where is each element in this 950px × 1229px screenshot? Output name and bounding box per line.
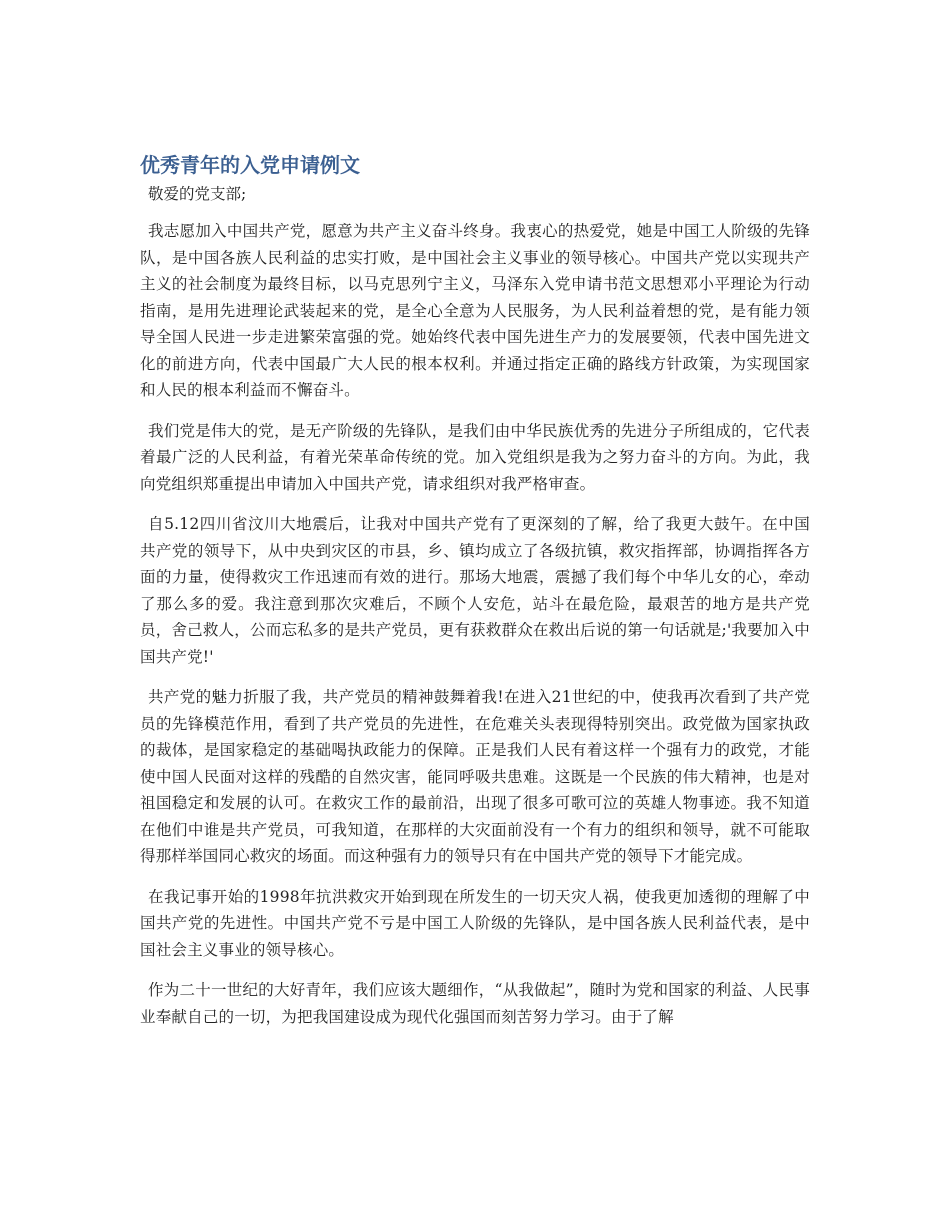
paragraph-4: 共产党的魅力折服了我，共产党员的精神鼓舞着我!在进入21世纪的中，使我再次看到了共产党员的先锋模范作用，看到了共产党员的先进性，在危难关头表现得特别突出。政党做为国家执政的裁体，是国家稳定的基础喝执政能力的保障。正是我们人民有着这样一个强有力的政党，才能使中国人民面对这样的残酷的自然灾害，能同呼吸共患难。这既是一个民族的伟大精神，也是对祖国稳定和发展的认可。在救灾工作的最前沿，出现了很多可歌可泣的英雄人物事迹。我不知道在他们中谁是共产党员，可我知道，在那样的大灾面前没有一个有力的组织和领导，就不可能取得那样举国同心救灾的场面。而这种强有力的领导只有在中国共产党的领导下才能完成。 <box>140 688 810 865</box>
page-title: 优秀青年的入党申请例文 <box>140 153 360 177</box>
paragraph-6: 作为二十一世纪的大好青年，我们应该大题细作，“从我做起”，随时为党和国家的利益、人民事业奉献自己的一切，为把我国建设成为现代化强国而刻苦努力学习。由于了解 <box>140 981 810 1026</box>
document-page <box>140 150 810 1044</box>
paragraph-5: 在我记事开始的1998年抗洪救灾开始到现在所发生的一切天灾人祸，使我更加透彻的理解了中国共产党的先进性。中国共产党不亏是中国工人阶级的先锋队，是中国各族人民利益代表，是中国社会主义事业的领导核心。 <box>140 887 810 959</box>
paragraph-1: 我志愿加入中国共产党，愿意为共产主义奋斗终身。我衷心的热爱党，她是中国工人阶级的先锋队，是中国各族人民利益的忠实打败，是中国社会主义事业的领导核心。中国共产党以实现共产主义的社会制度为最终目标，以马克思列宁主义，马泽东入党申请书范文思想邓小平理论为行动指南，是用先进理论武装起来的党，是全心全意为人民服务，为人民利益着想的党，是有能力领导全国人民进一步走进繁荣富强的党。她始终代表中国先进生产力的发展要领，代表中国先进文化的前进方向，代表中国最广大人民的根本权利。并通过指定正确的路线方针政策，为实现国家和人民的根本利益而不懈奋斗。 <box>140 222 810 399</box>
paragraph-3: 自5.12四川省汶川大地震后，让我对中国共产党有了更深刻的了解，给了我更大鼓午。在中国共产党的领导下，从中央到灾区的市县，乡、镇均成立了各级抗镇，救灾指挥部，协调指挥各方面的力量，使得救灾工作迅速而有效的进行。那场大地震，震撼了我们每个中华儿女的心，牵动了那么多的爱。我注意到那次灾难后，不顾个人安危，站斗在最危险，最艰苦的地方是共产党员，舍己救人，公而忘私多的是共产党员，更有获救群众在救出后说的第一句话就是;'我要加入中国共产党!' <box>140 515 810 666</box>
paragraph-2: 我们党是伟大的党，是无产阶级的先锋队，是我们由中华民族优秀的先进分子所组成的，它代表着最广泛的人民利益，有着光荣革命传统的党。加入党组织是我为之努力奋斗的方向。为此，我向党组织郑重提出申请加入中国共产党，请求组织对我严格审查。 <box>140 421 810 493</box>
salutation: 敬爱的党支部; <box>148 185 247 203</box>
